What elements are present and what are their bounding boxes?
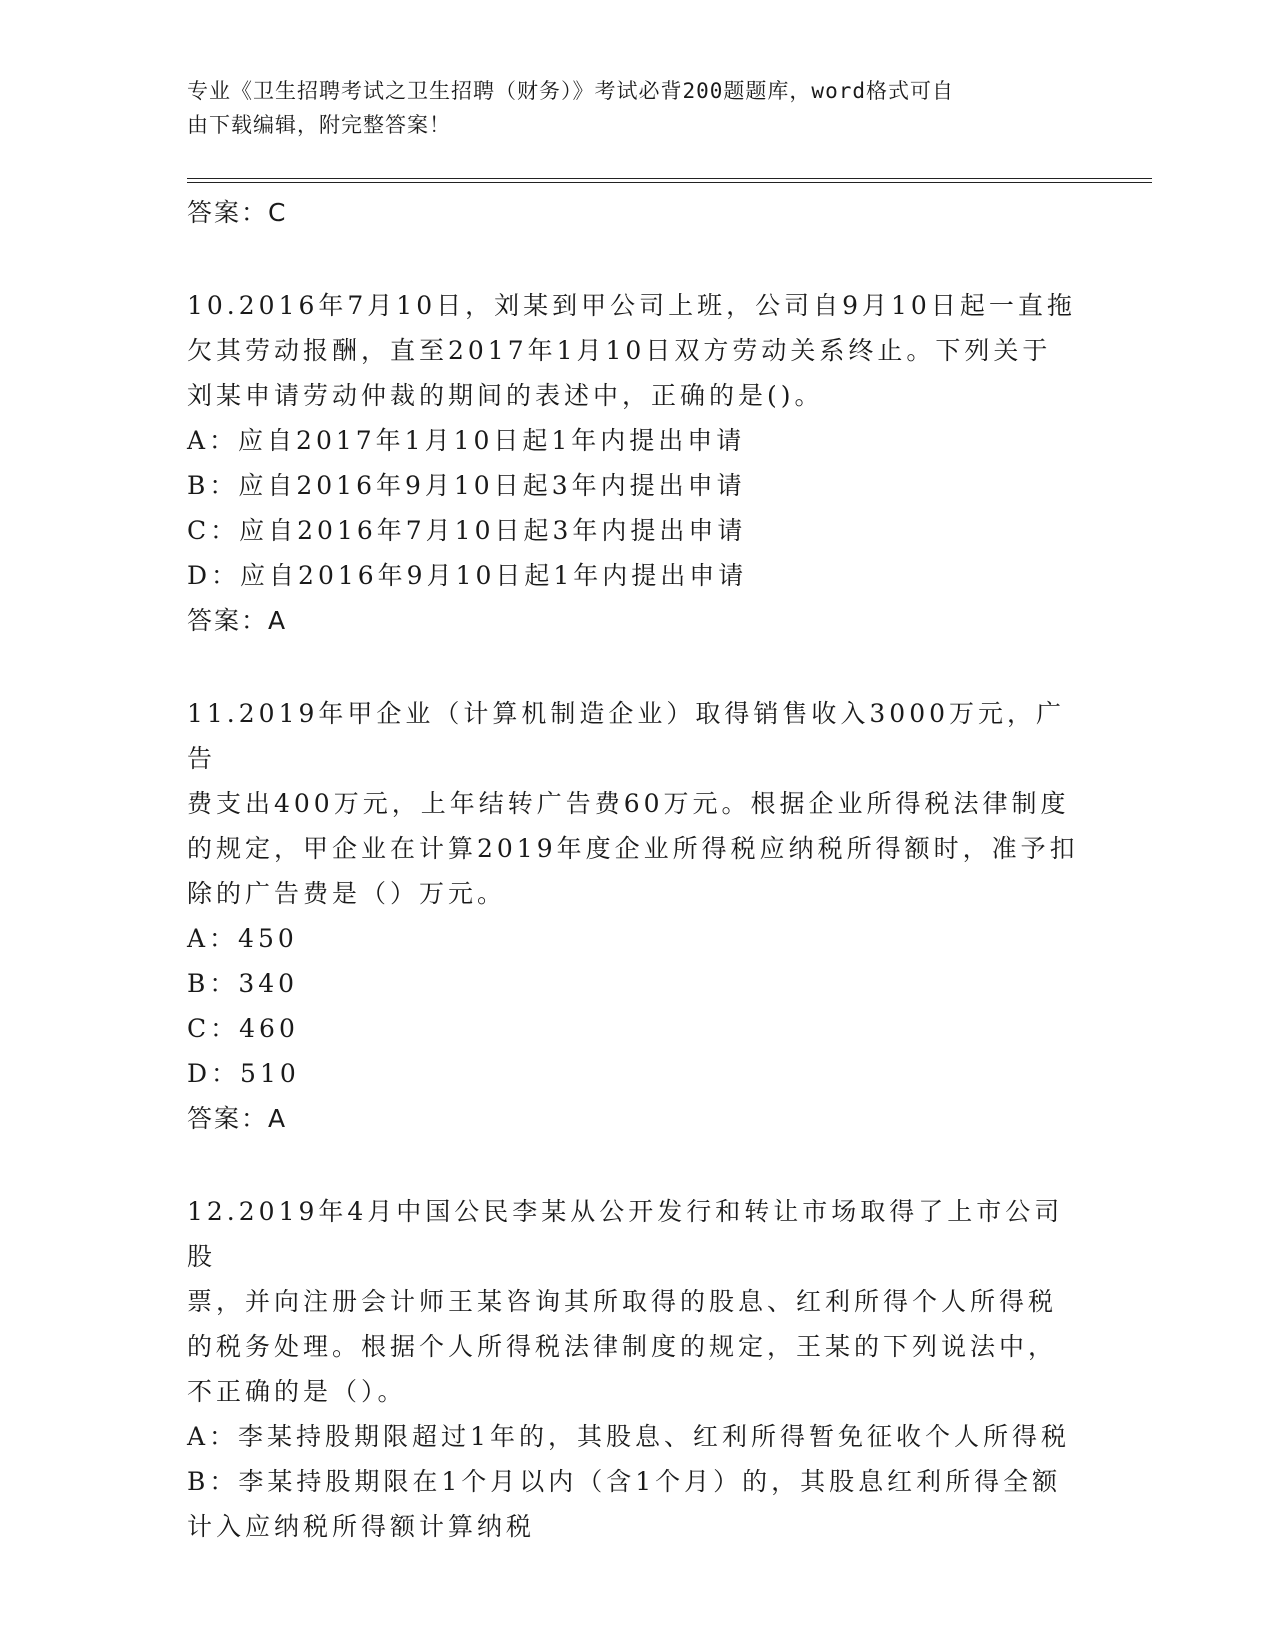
option-b: B：应自2016年9月10日起3年内提出申请: [187, 471, 746, 500]
question-text-line: 欠其劳动报酬，直至2017年1月10日双方劳动关系终止。下列关于: [187, 336, 1052, 365]
question-text-line: 不正确的是（）。: [187, 1377, 407, 1406]
question-text-line: 费支出400万元，上年结转广告费60万元。根据企业所得税法律制度: [187, 789, 1070, 818]
option-b-continued: 计入应纳税所得额计算纳税: [187, 1512, 536, 1541]
header-line-2: 由下载编辑，附完整答案！: [187, 113, 451, 137]
option-c: C：460: [187, 1014, 299, 1043]
option-b: B：340: [187, 969, 299, 998]
option-c: C：应自2016年7月10日起3年内提出申请: [187, 516, 747, 545]
option-d: D：应自2016年9月10日起1年内提出申请: [187, 561, 748, 590]
question-text-line: 刘某申请劳动仲裁的期间的表述中，正确的是()。: [187, 381, 824, 410]
question-block-11: [187, 691, 1087, 1141]
question-text-line: 10.2016年7月10日，刘某到甲公司上班，公司自9月10日起一直拖: [187, 291, 1076, 320]
document-body: [187, 190, 1087, 1549]
option-a: A：450: [187, 924, 298, 953]
option-a: A：李某持股期限超过1年的，其股息、红利所得暂免征收个人所得税: [187, 1422, 1070, 1451]
question-block-12: [187, 1189, 1087, 1549]
question-text-line: 11.2019年甲企业（计算机制造企业）取得销售收入3000万元，广告: [187, 699, 1066, 773]
answer-line: 答案：A: [187, 1104, 288, 1133]
option-b: B：李某持股期限在1个月以内（含1个月）的，其股息红利所得全额: [187, 1467, 1062, 1496]
question-text-line: 的规定，甲企业在计算2019年度企业所得税应纳税所得额时，准予扣: [187, 834, 1079, 863]
answer-line: 答案：A: [187, 606, 288, 635]
header-line-1: 专业《卫生招聘考试之卫生招聘（财务）》考试必背200题题库，word格式可自: [187, 79, 954, 103]
question-block-10: [187, 283, 1087, 643]
question-text-line: 除的广告费是（）万元。: [187, 879, 507, 908]
header-divider-bottom: [187, 182, 1152, 183]
question-text-line: 票，并向注册会计师王某咨询其所取得的股息、红利所得个人所得税: [187, 1287, 1058, 1316]
question-text-line: 的税务处理。根据个人所得税法律制度的规定，王某的下列说法中，: [187, 1332, 1058, 1361]
previous-answer: 答案：C: [187, 198, 288, 227]
header-divider-top: [187, 178, 1152, 179]
option-a: A：应自2017年1月10日起1年内提出申请: [187, 426, 746, 455]
question-text-line: 12.2019年4月中国公民李某从公开发行和转让市场取得了上市公司股: [187, 1197, 1064, 1271]
document-header: [187, 74, 1067, 142]
option-d: D：510: [187, 1059, 300, 1088]
